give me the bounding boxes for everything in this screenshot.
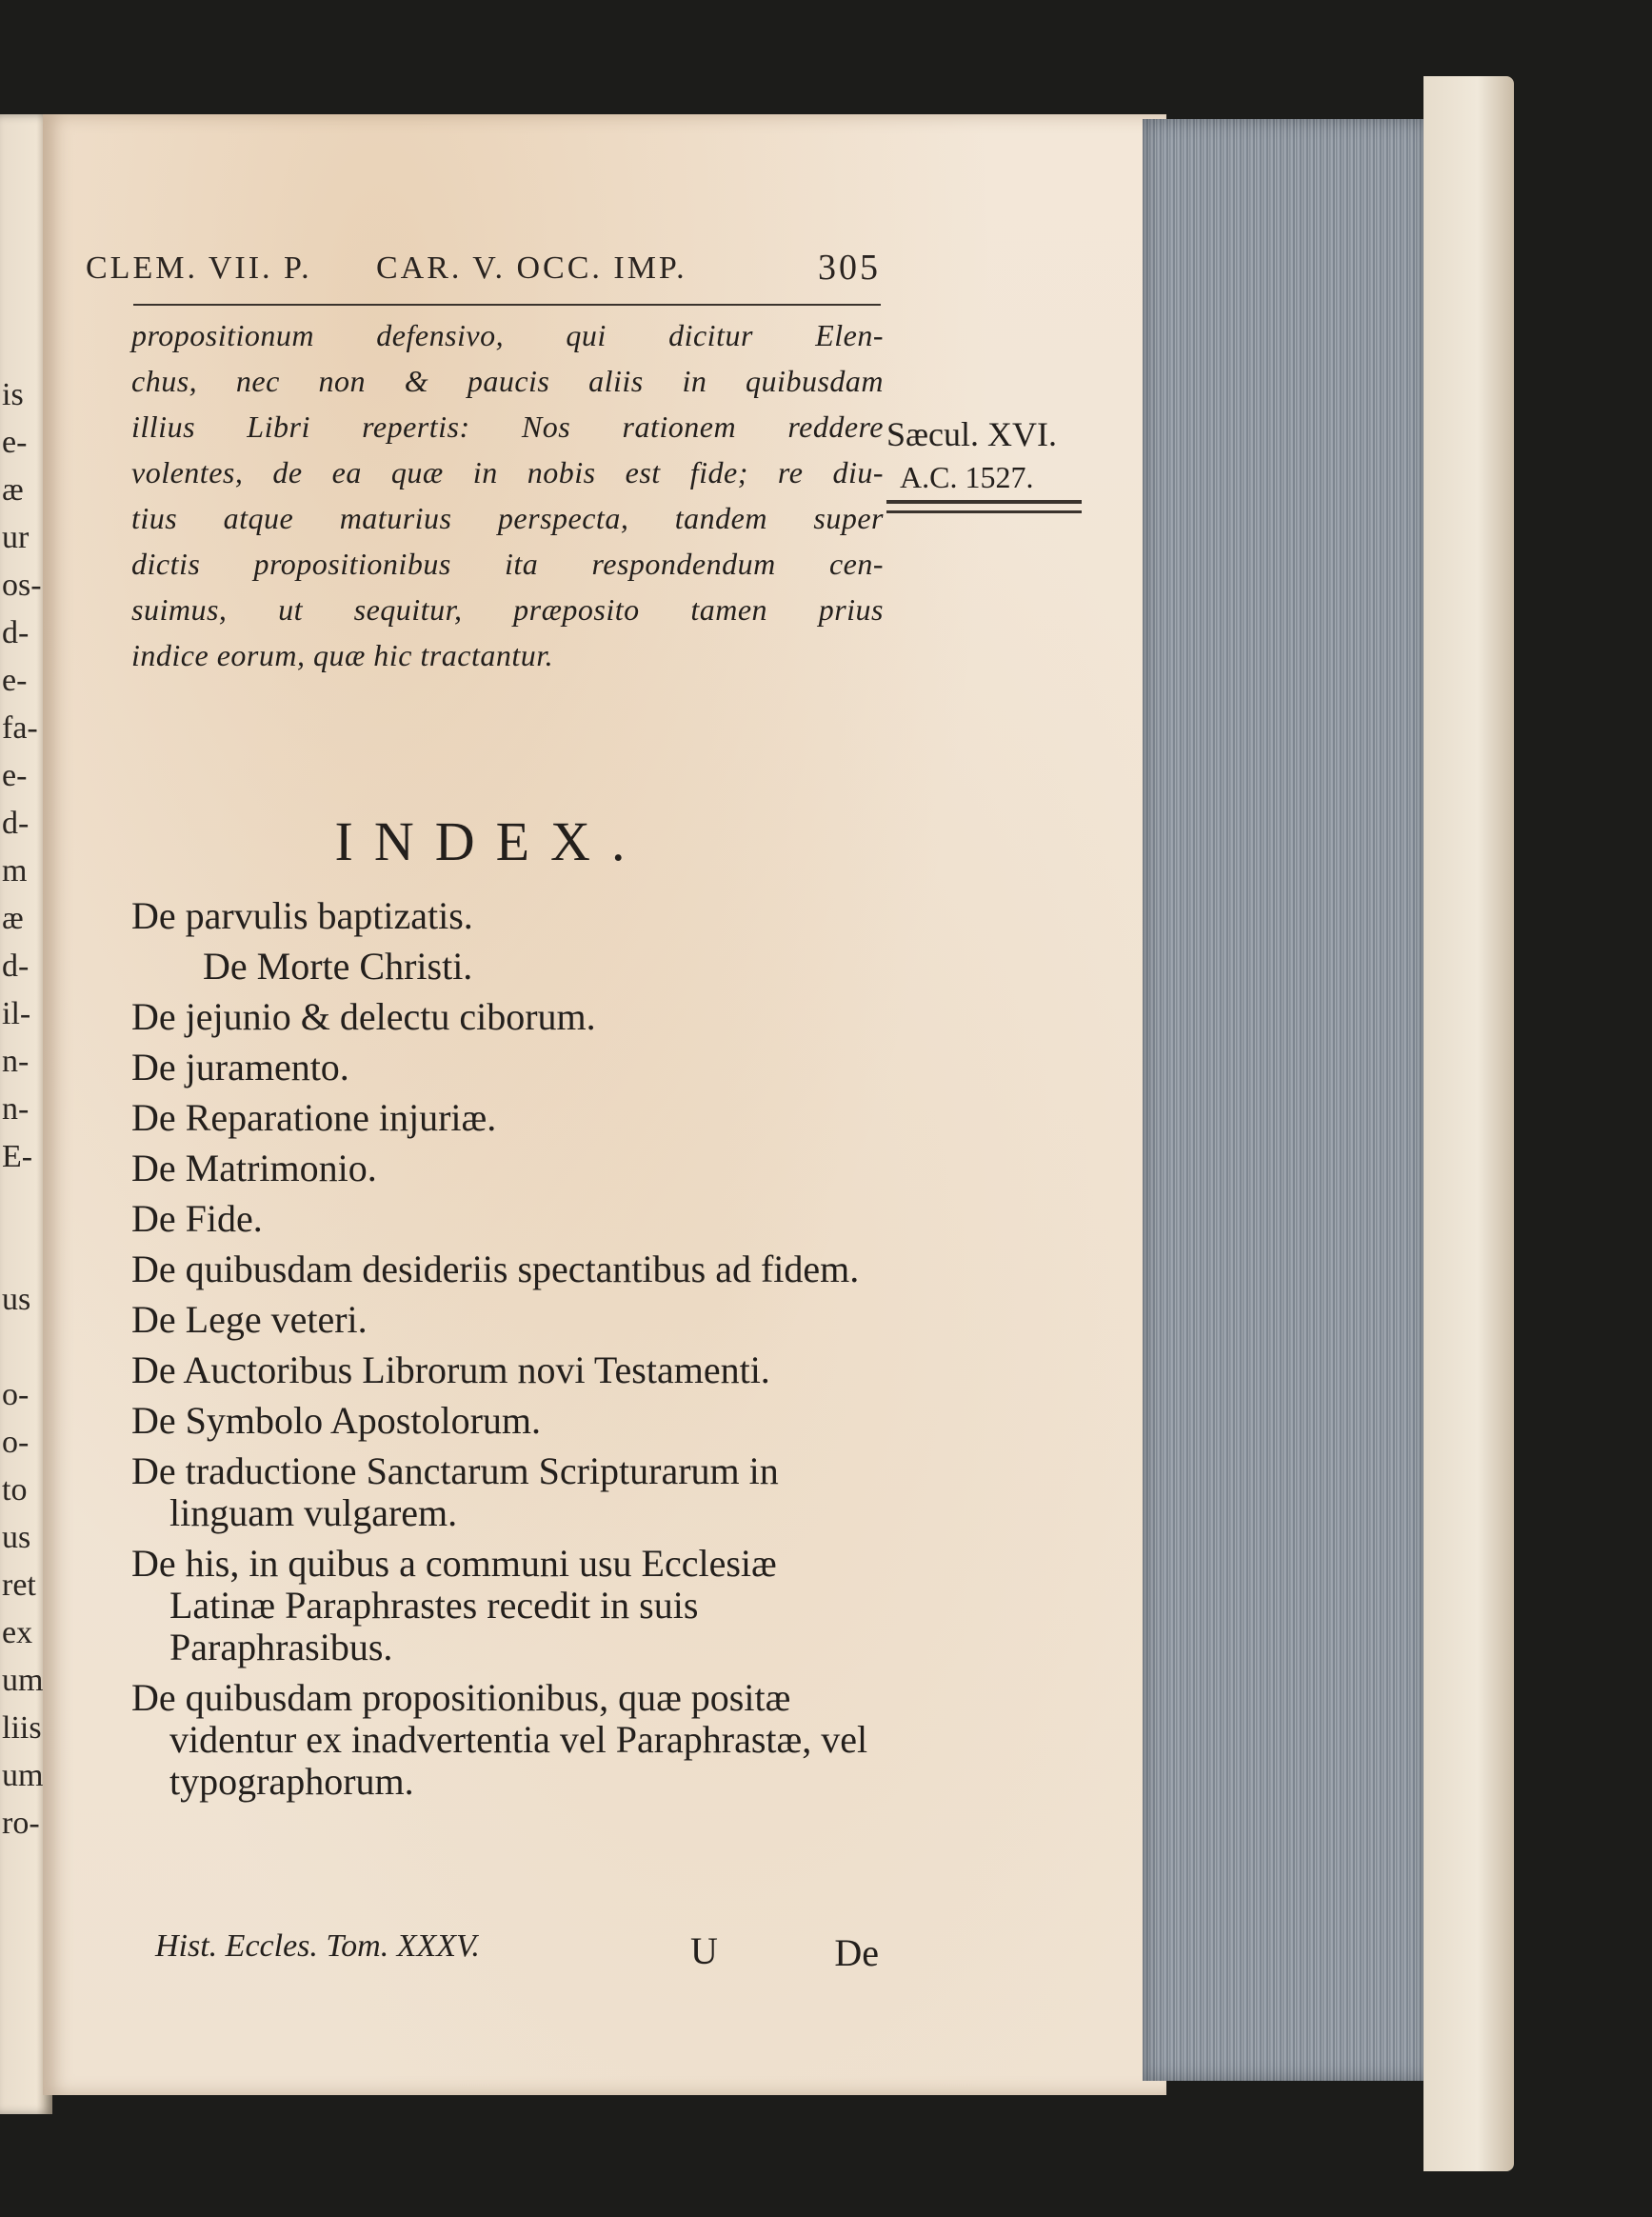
left-page-fragment: um: [2, 1758, 44, 1793]
index-entry: De his, in quibus a communi usu Ecclesiæ Latinæ Paraphrastes recedit in suis Paraphrasibus.: [131, 1542, 777, 1668]
left-page-fragment: os-: [2, 568, 42, 603]
body-line: suimus, ut sequitur, præposito tamen prius: [131, 592, 884, 627]
body-line: dictis propositionibus ita respondendum cen-: [131, 547, 884, 581]
left-page-fragment: ret: [2, 1568, 36, 1603]
index-entry: De Fide.: [131, 1197, 263, 1240]
running-head: [86, 250, 881, 298]
margin-rule: [886, 510, 1082, 513]
index-title: INDEX.: [334, 810, 647, 872]
body-line: tius atque maturius perspecta, tandem super: [131, 501, 884, 535]
left-page-fragment: liis: [2, 1710, 42, 1746]
margin-note-century: Sæcul. XVI.: [886, 415, 1057, 453]
index-entry: De jejunio & delectu ciborum.: [131, 995, 596, 1038]
left-page-fragment: d-: [2, 615, 30, 650]
left-page-fragment: m: [2, 853, 28, 889]
index-entry: [131, 895, 874, 937]
index-entry: De quibusdam propositionibus, quæ positæ videntur ex inadvertentia vel Paraphrastæ, vel typographorum.: [131, 1676, 868, 1803]
left-page-fragment: um: [2, 1663, 44, 1698]
catchword: De: [834, 1931, 879, 1974]
running-head-left: CLEM. VII. P.: [86, 250, 312, 286]
index-entry: De juramento.: [131, 1046, 349, 1089]
index-list: [131, 895, 874, 1811]
signature-mark: U: [690, 1929, 718, 1972]
left-page-fragment: fa-: [2, 710, 38, 746]
left-page-fragment: E-: [2, 1139, 33, 1174]
left-page-fragment: is: [2, 377, 24, 412]
left-page-fragment: æ: [2, 472, 24, 508]
page-footer: [155, 1928, 879, 1986]
body-line: volentes, de ea quæ in nobis est fide; re diu-: [131, 455, 884, 489]
index-entry: De Symbolo Apostolorum.: [131, 1399, 542, 1442]
left-page-fragment: ex: [2, 1615, 33, 1650]
left-page-fragment: us: [2, 1282, 31, 1317]
left-page-fragment: d-: [2, 806, 30, 841]
left-page-fragment: n-: [2, 1091, 30, 1127]
body-line: illius Libri repertis: Nos rationem reddere: [131, 409, 884, 444]
index-entry: De Auctoribus Librorum novi Testamenti.: [131, 1348, 770, 1391]
left-page-fragment: il-: [2, 996, 31, 1031]
right-page: [43, 114, 1166, 2095]
left-page-fragment: ur: [2, 520, 30, 555]
left-page-fragment: n-: [2, 1044, 30, 1079]
left-page-fragment: d-: [2, 949, 30, 984]
margin-note-year: A.C. 1527.: [900, 460, 1034, 494]
page-number: 305: [818, 248, 881, 288]
left-page-fragment: e-: [2, 425, 28, 460]
index-entry-text: De parvulis baptizatis.: [131, 894, 473, 937]
left-page-fragment: æ: [2, 901, 24, 936]
left-page-fragment: to: [2, 1472, 28, 1508]
left-page-fragment: o-: [2, 1377, 30, 1412]
left-page-fragment: us: [2, 1520, 31, 1555]
open-book: [0, 76, 1523, 2133]
body-paragraph: [131, 312, 884, 678]
header-rule: [133, 304, 881, 306]
body-line: chus, nec non & paucis aliis in quibusdam: [131, 364, 884, 398]
book-cover-edge: [1423, 76, 1514, 2171]
left-page-fragment: e-: [2, 758, 28, 793]
index-entry: De Matrimonio.: [131, 1147, 377, 1189]
running-head-middle: CAR. V. OCC. IMP.: [376, 250, 687, 286]
body-line: indice eorum, quæ hic tractantur.: [131, 638, 554, 672]
index-entry: De traductione Sanctarum Scripturarum in linguam vulgarem.: [131, 1449, 779, 1534]
index-entry: De Reparatione injuriæ.: [131, 1096, 497, 1139]
page-block-edge: [1143, 119, 1428, 2081]
index-entry: De quibusdam desideriis spectantibus ad fidem.: [131, 1248, 860, 1290]
left-page-fragment: ro-: [2, 1806, 40, 1841]
left-page-fragment: e-: [2, 663, 28, 698]
index-entry: De Lege veteri.: [131, 1298, 368, 1341]
left-page-fragment: o-: [2, 1425, 30, 1460]
margin-rule: [886, 500, 1082, 504]
index-entry: De Morte Christi.: [203, 945, 473, 988]
body-line: propositionum defensivo, qui dicitur Elen-: [131, 318, 884, 352]
footer-title: Hist. Eccles. Tom. XXXV.: [155, 1928, 480, 1964]
